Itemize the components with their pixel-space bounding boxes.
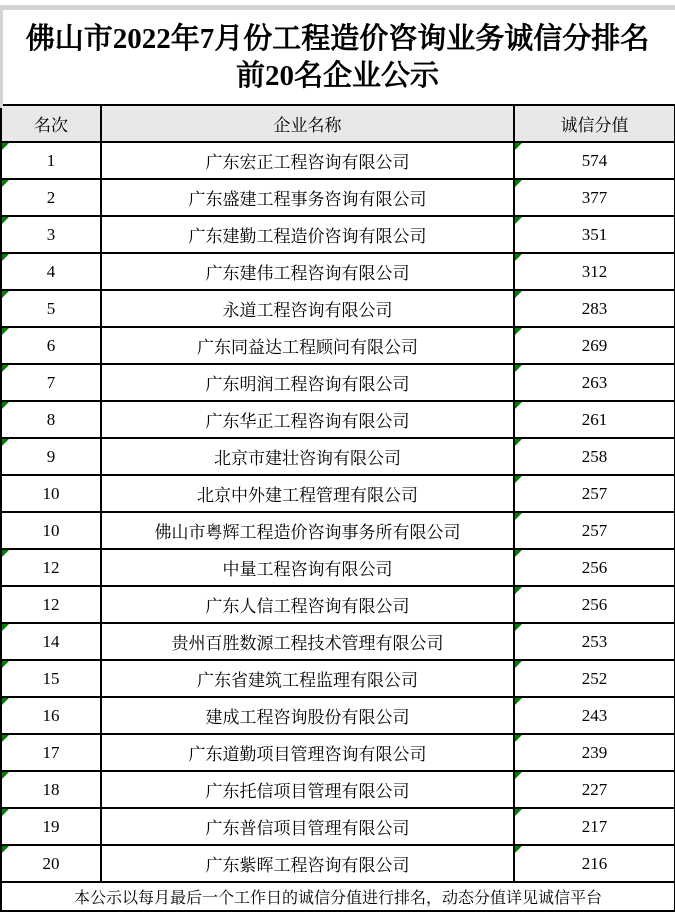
rank-cell-text: 10 — [42, 520, 60, 540]
score-cell-text: 257 — [581, 483, 608, 503]
table-row — [1, 142, 675, 179]
cell-flag-triangle-icon — [515, 476, 522, 483]
company-cell — [101, 327, 514, 364]
company-cell-text: 广东紫晖工程咨询有限公司 — [205, 856, 410, 875]
company-cell — [101, 179, 514, 216]
cell-flag-triangle-icon — [515, 328, 522, 335]
cell-flag-triangle-icon — [515, 661, 522, 668]
score-cell — [514, 290, 675, 327]
rank-cell — [1, 845, 101, 882]
rank-cell — [1, 586, 101, 623]
table-row — [1, 623, 675, 660]
table-row — [1, 290, 675, 327]
table-row — [1, 845, 675, 882]
table-row — [1, 364, 675, 401]
company-cell — [101, 660, 514, 697]
score-cell — [514, 734, 675, 771]
table-row — [1, 660, 675, 697]
rank-cell-text: 9 — [46, 446, 56, 466]
company-cell-text: 广东人信工程咨询有限公司 — [205, 597, 410, 616]
rank-cell-text: 1 — [46, 150, 56, 170]
company-cell — [101, 253, 514, 290]
company-cell — [101, 734, 514, 771]
cell-flag-triangle-icon — [2, 254, 9, 261]
cell-flag-triangle-icon — [2, 735, 9, 742]
cell-flag-triangle-icon — [2, 143, 9, 150]
company-cell-text: 广东道勤项目管理咨询有限公司 — [188, 745, 427, 764]
score-cell-text: 312 — [581, 261, 608, 281]
company-cell-text: 广东明润工程咨询有限公司 — [205, 375, 410, 394]
company-cell — [101, 771, 514, 808]
cell-flag-triangle-icon — [515, 809, 522, 816]
rank-cell — [1, 734, 101, 771]
score-cell-text: 256 — [581, 557, 608, 577]
table-row — [1, 327, 675, 364]
company-cell-text: 广东盛建工程事务咨询有限公司 — [188, 190, 427, 209]
rank-cell — [1, 216, 101, 253]
company-cell — [101, 512, 514, 549]
company-cell-text: 贵州百胜数源工程技术管理有限公司 — [171, 634, 444, 653]
score-cell — [514, 808, 675, 845]
rank-cell — [1, 808, 101, 845]
company-cell-text: 佛山市粤辉工程造价咨询事务所有限公司 — [154, 523, 461, 542]
cell-flag-triangle-icon — [2, 180, 9, 187]
table-row — [1, 549, 675, 586]
rank-cell — [1, 697, 101, 734]
cell-flag-triangle-icon — [515, 439, 522, 446]
score-cell-text: 574 — [581, 150, 608, 170]
score-cell-text: 377 — [581, 187, 608, 207]
score-cell-text: 351 — [581, 224, 608, 244]
score-cell-text: 243 — [581, 705, 608, 725]
page-title-line1: 佛山市2022年7月份工程造价咨询业务诚信分排名 — [25, 23, 650, 55]
cell-flag-triangle-icon — [2, 439, 9, 446]
cell-flag-triangle-icon — [515, 217, 522, 224]
cell-flag-triangle-icon — [515, 254, 522, 261]
footer-note: 本公示以每月最后一个工作日的诚信分值进行排名，动态分值详见诚信平台 — [1, 882, 675, 911]
score-cell — [514, 586, 675, 623]
score-cell-text: 269 — [581, 335, 608, 355]
score-cell — [514, 216, 675, 253]
company-cell-text: 建成工程咨询股份有限公司 — [205, 708, 410, 727]
rank-cell-text: 17 — [42, 742, 60, 762]
score-cell-text: 253 — [581, 631, 608, 651]
rank-cell — [1, 549, 101, 586]
score-cell-text: 217 — [581, 816, 608, 836]
rank-cell — [1, 475, 101, 512]
score-cell-text: 256 — [581, 594, 608, 614]
rank-cell-text: 16 — [42, 705, 60, 725]
cell-flag-triangle-icon — [2, 550, 9, 557]
company-cell-text: 北京中外建工程管理有限公司 — [197, 486, 418, 505]
score-cell — [514, 475, 675, 512]
cell-flag-triangle-icon — [2, 809, 9, 816]
rank-cell-text: 12 — [42, 557, 60, 577]
score-cell-text: 227 — [581, 779, 608, 799]
company-cell — [101, 142, 514, 179]
rank-cell — [1, 660, 101, 697]
footer-row — [1, 882, 675, 911]
score-cell — [514, 327, 675, 364]
company-cell — [101, 808, 514, 845]
company-cell-text: 广东托信项目管理有限公司 — [205, 782, 410, 801]
score-cell — [514, 549, 675, 586]
company-cell-text: 广东普信项目管理有限公司 — [205, 819, 410, 838]
score-cell — [514, 401, 675, 438]
cell-flag-triangle-icon — [2, 624, 9, 631]
rank-cell-text: 8 — [46, 409, 56, 429]
rank-cell-text: 18 — [42, 779, 60, 799]
company-cell — [101, 364, 514, 401]
score-cell — [514, 660, 675, 697]
table-row — [1, 512, 675, 549]
cell-flag-triangle-icon — [515, 180, 522, 187]
company-cell — [101, 697, 514, 734]
company-cell-text: 广东建勤工程造价咨询有限公司 — [188, 227, 427, 246]
rank-cell — [1, 438, 101, 475]
rank-cell — [1, 364, 101, 401]
cell-flag-triangle-icon — [2, 402, 9, 409]
score-cell-text: 261 — [581, 409, 608, 429]
rank-cell-text: 12 — [42, 594, 60, 614]
table-row — [1, 734, 675, 771]
rank-cell — [1, 401, 101, 438]
header-row — [1, 105, 675, 142]
rank-cell-text: 20 — [42, 853, 60, 873]
ranking-table-body — [1, 142, 675, 882]
rank-cell — [1, 623, 101, 660]
cell-flag-triangle-icon — [2, 328, 9, 335]
rank-cell-text: 19 — [42, 816, 60, 836]
cell-flag-triangle-icon — [2, 291, 9, 298]
rank-cell — [1, 142, 101, 179]
cell-flag-triangle-icon — [2, 698, 9, 705]
cell-flag-triangle-icon — [2, 846, 9, 853]
table-row — [1, 401, 675, 438]
page-title — [0, 5, 675, 104]
cell-flag-triangle-icon — [515, 365, 522, 372]
rank-cell — [1, 179, 101, 216]
rank-cell — [1, 327, 101, 364]
ranking-table — [0, 104, 675, 912]
company-cell — [101, 845, 514, 882]
cell-flag-triangle-icon — [515, 846, 522, 853]
column-header-score: 诚信分值 — [514, 105, 675, 142]
ranking-table-footer — [1, 882, 675, 911]
rank-cell — [1, 290, 101, 327]
rank-cell-text: 5 — [46, 298, 56, 318]
company-cell — [101, 475, 514, 512]
company-cell-text: 广东华正工程咨询有限公司 — [205, 412, 410, 431]
table-row — [1, 216, 675, 253]
score-cell — [514, 142, 675, 179]
cell-flag-triangle-icon — [515, 698, 522, 705]
cell-flag-triangle-icon — [515, 291, 522, 298]
score-cell — [514, 771, 675, 808]
company-cell-text: 北京市建壮咨询有限公司 — [214, 449, 401, 468]
rank-cell — [1, 771, 101, 808]
rank-cell-text: 4 — [46, 261, 56, 281]
cell-flag-triangle-icon — [515, 772, 522, 779]
score-cell — [514, 845, 675, 882]
cell-flag-triangle-icon — [2, 661, 9, 668]
rank-cell-text: 6 — [46, 335, 56, 355]
score-cell — [514, 623, 675, 660]
cell-flag-triangle-icon — [515, 402, 522, 409]
score-cell-text: 258 — [581, 446, 608, 466]
table-row — [1, 771, 675, 808]
rank-cell — [1, 512, 101, 549]
cell-flag-triangle-icon — [515, 513, 522, 520]
score-cell — [514, 364, 675, 401]
cell-flag-triangle-icon — [515, 550, 522, 557]
rank-cell-text: 2 — [46, 187, 56, 207]
score-cell — [514, 253, 675, 290]
score-cell-text: 216 — [581, 853, 608, 873]
table-row — [1, 438, 675, 475]
rank-cell-text: 14 — [42, 631, 60, 651]
company-cell — [101, 438, 514, 475]
company-cell — [101, 549, 514, 586]
cell-flag-triangle-icon — [2, 365, 9, 372]
company-cell-text: 广东建伟工程咨询有限公司 — [205, 264, 410, 283]
table-row — [1, 179, 675, 216]
company-cell-text: 广东宏正工程咨询有限公司 — [205, 153, 410, 172]
company-cell-text: 中量工程咨询有限公司 — [222, 560, 393, 579]
table-row — [1, 475, 675, 512]
window-edge-top — [0, 5, 675, 10]
rank-cell-text: 3 — [46, 224, 56, 244]
column-header-rank: 名次 — [1, 105, 101, 142]
cell-flag-triangle-icon — [515, 735, 522, 742]
score-cell — [514, 697, 675, 734]
rank-cell — [1, 253, 101, 290]
company-cell — [101, 586, 514, 623]
company-cell-text: 广东省建筑工程监理有限公司 — [197, 671, 418, 690]
company-cell-text: 广东同益达工程顾问有限公司 — [197, 338, 418, 357]
score-cell — [514, 512, 675, 549]
score-cell — [514, 438, 675, 475]
rank-cell-text: 7 — [46, 372, 56, 392]
company-cell — [101, 401, 514, 438]
table-row — [1, 253, 675, 290]
rank-cell-text: 10 — [42, 483, 60, 503]
score-cell — [514, 179, 675, 216]
ranking-table-header — [1, 105, 675, 142]
company-cell-text: 永道工程咨询有限公司 — [222, 301, 393, 320]
table-row — [1, 586, 675, 623]
cell-flag-triangle-icon — [515, 624, 522, 631]
cell-flag-triangle-icon — [515, 587, 522, 594]
score-cell-text: 263 — [581, 372, 608, 392]
table-row — [1, 808, 675, 845]
column-header-company: 企业名称 — [101, 105, 514, 142]
company-cell — [101, 623, 514, 660]
rank-cell-text: 15 — [42, 668, 60, 688]
cell-flag-triangle-icon — [515, 143, 522, 150]
score-cell-text: 283 — [581, 298, 608, 318]
company-cell — [101, 290, 514, 327]
score-cell-text: 252 — [581, 668, 608, 688]
company-cell — [101, 216, 514, 253]
page-title-line2: 前20名企业公示 — [235, 60, 439, 92]
table-row — [1, 697, 675, 734]
score-cell-text: 239 — [581, 742, 608, 762]
cell-flag-triangle-icon — [2, 772, 9, 779]
score-cell-text: 257 — [581, 520, 608, 540]
window-edge-left — [0, 5, 3, 108]
cell-flag-triangle-icon — [2, 217, 9, 224]
